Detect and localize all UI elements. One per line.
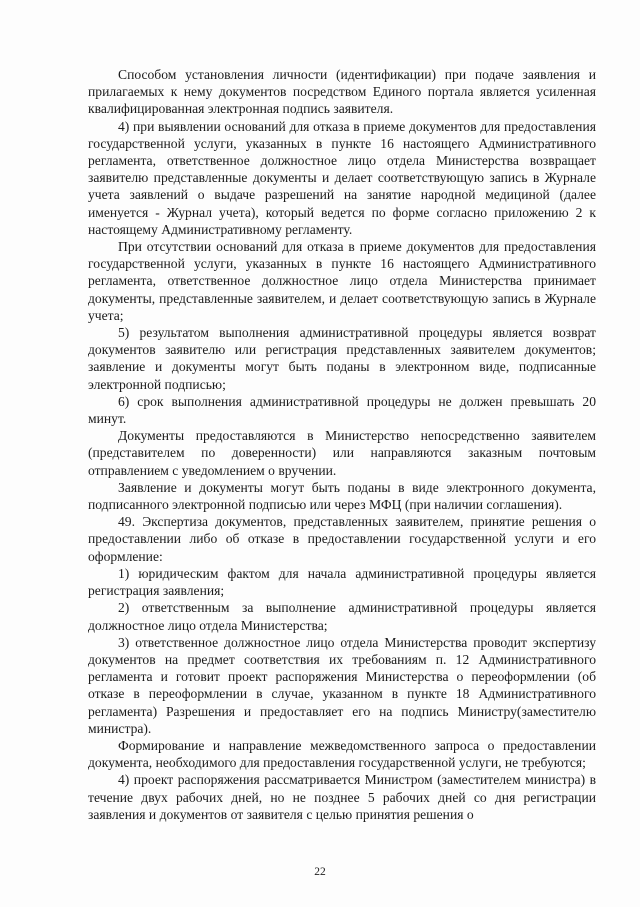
paragraph-section-49: 49. Экспертиза документов, представленных заявителем, принятие решения о предоставлении либо об отказе в предоставлении государственной услуги и его оформление: [88,514,596,564]
paragraph-no-refusal-grounds: При отсутствии оснований для отказа в приеме документов для предоставления государственной услуги, указанных в пункте 16 настоящего Административного регламента, ответственное должностное лицо отдела Министерства принимает документы, представленные заявителем, и делает соответствующую запись в Журнале учета; [88,239,596,323]
page-number: 22 [314,866,326,878]
document-body [88,66,596,823]
paragraph-refusal-grounds: 4) при выявлении оснований для отказа в приеме документов для предоставления государственной услуги, указанных в пункте 16 настоящего Административного регламента, ответственное должностное лицо отдела Министерства возвращает заявителю представленные документы и делает соответствующую запись в Журнале учета заявлений о выдаче разрешений на занятие народной медициной (далее именуется - Журнал учета), который ведется по форме согласно приложению 2 к настоящему Административному регламенту. [88,118,596,237]
paragraph-responsible-person: 2) ответственным за выполнение административной процедуры является должностное лицо отдела Министерства; [88,600,596,633]
paragraph-legal-fact: 1) юридическим фактом для начала административной процедуры является регистрация заявления; [88,565,596,599]
paragraph-procedure-term: 6) срок выполнения административной процедуры не должен превышать 20 минут. [88,393,596,427]
paragraph-identification: Способом установления личности (идентификации) при подаче заявления и прилагаемых к нему документов посредством Единого портала является усиленная квалифицированная электронная подпись заявителя. [88,67,596,117]
paragraph-expertise: 3) ответственное должностное лицо отдела Министерства проводит экспертизу документов на предмет соответствия их требованиям п. 12 Административного регламента и готовит проект распоряжения Министерства о переоформлении (об отказе в переоформлении в случае, указанном в пункте 18 Административного регламента) Разрешения и предоставляет его на подпись Министру(заместителю министра). [88,634,596,736]
paragraph-documents-submission: Документы предоставляются в Министерство непосредственно заявителем (представителем по доверенности) или направляются заказным почтовым отправлением с уведомлением о вручении. [88,428,596,478]
paragraph-interagency-request: Формирование и направление межведомственного запроса о предоставлении документа, необходимого для предоставления государственной услуги, не требуются; [88,737,596,771]
paragraph-procedure-result: 5) результатом выполнения административной процедуры является возврат документов заявителю или регистрация представленных заявителем документов; заявление и документы могут быть поданы в электронном виде, подписанные электронной подписью; [88,325,596,392]
paragraph-order-review: 4) проект распоряжения рассматривается Министром (заместителем министра) в течение двух рабочих дней, но не позднее 5 рабочих дней со дня регистрации заявления и документов от заявителя с целью принятия решения о [88,772,596,822]
paragraph-electronic-submission: Заявление и документы могут быть поданы в виде электронного документа, подписанного электронной подписью или через МФЦ (при наличии соглашения). [88,479,596,513]
